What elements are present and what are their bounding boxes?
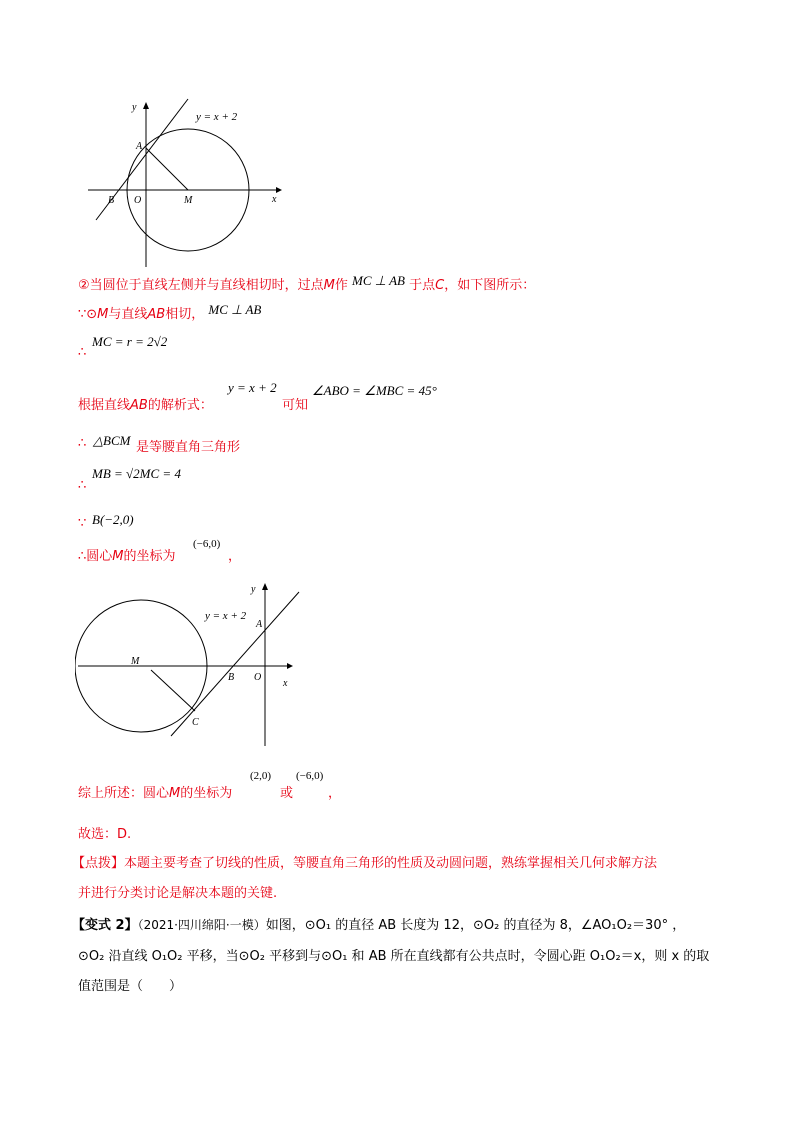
case2-line7-because: ∵ <box>78 516 87 531</box>
fig2-x-label: x <box>283 678 288 689</box>
fig1-line-label: y = x + 2 <box>196 111 238 123</box>
fig1-point-o: O <box>134 195 142 206</box>
fig1-y-label: y <box>132 102 137 113</box>
fig2-point-a: A <box>256 619 263 630</box>
tip-line1: 【点拨】本题主要考查了切线的性质，等腰直角三角形的性质及动圆问题，熟练掌握相关几何求解方法 <box>72 856 658 871</box>
case2-line5-math: △BCM <box>93 433 131 448</box>
fig2-y-label: y <box>251 584 256 595</box>
case2-line8: ∴圆心M的坐标为 <box>78 549 176 564</box>
summary-math2: (−6,0) <box>296 770 324 782</box>
case2-line3-math: MC = r = 2√2 <box>92 334 168 349</box>
case2-line8-comma: ， <box>228 549 242 564</box>
fig1-point-m: M <box>184 195 193 206</box>
variant-line1: 【变式 2】（2021·四川绵阳·一模）如图，⊙O₁ 的直径 AB 长度为 12，⊙O₂ 的直径为 8，∠AO₁O₂＝30° ， <box>72 918 686 933</box>
case2-line6-therefore: ∴ <box>78 478 87 493</box>
summary-or: 或 <box>280 786 294 801</box>
case2-line1: ②当圆位于直线左侧并与直线相切时，过点M作 MC ⊥ AB 于点C，如下图所示： <box>78 273 536 293</box>
fig1-radius-am <box>146 148 188 190</box>
case2-line4-math1: y = x + 2 <box>228 380 277 395</box>
fig2-point-m: M <box>131 656 140 667</box>
summary-line: 综上所述：圆心M的坐标为 <box>78 786 233 801</box>
figure-1 <box>80 95 290 270</box>
fig2-radius-mc <box>151 670 195 711</box>
fig2-point-o: O <box>254 672 262 683</box>
variant-line3: 值范围是（ ） <box>78 979 183 994</box>
fig1-x-label: x <box>272 194 277 205</box>
case2-line5-text: 是等腰直角三角形 <box>136 440 241 455</box>
case2-line3-therefore: ∴ <box>78 345 87 360</box>
case2-line4-math2: ∠ABO = ∠MBC = 45° <box>312 383 437 398</box>
case2-line2: ∵⊙M与直线AB相切， MC ⊥ AB <box>78 302 262 322</box>
fig2-y-arrow <box>262 583 268 590</box>
fig1-y-arrow <box>143 102 149 109</box>
fig2-line-label: y = x + 2 <box>205 610 247 622</box>
summary-comma: ， <box>328 786 342 801</box>
fig1-x-arrow <box>276 187 282 193</box>
case2-line4-text3: 可知 <box>282 398 309 413</box>
fig1-point-a: A <box>136 141 143 152</box>
case2-line5: ∴ <box>78 436 87 451</box>
fig2-point-c: C <box>192 717 199 728</box>
fig2-point-b: B <box>228 672 235 683</box>
variant-line2: ⊙O₂ 沿直线 O₁O₂ 平移，当⊙O₂ 平移到与⊙O₁ 和 AB 所在直线都有公共点时，令圆心距 O₁O₂＝x，则 x 的取 <box>78 949 710 964</box>
fig1-point-b: B <box>108 195 115 206</box>
case2-line7-math: B(−2,0) <box>92 512 134 527</box>
figure-2 <box>75 578 300 758</box>
answer-line: 故选：D. <box>78 827 132 842</box>
tip-line2: 并进行分类讨论是解决本题的关键. <box>78 886 278 901</box>
summary-math1: (2,0) <box>250 770 272 782</box>
case2-line4: 根据直线AB的解析式： <box>78 398 213 413</box>
case2-line8-math: (−6,0) <box>193 538 221 550</box>
case2-line6-math: MB = √2MC = 4 <box>92 466 181 481</box>
fig2-x-arrow <box>287 663 293 669</box>
